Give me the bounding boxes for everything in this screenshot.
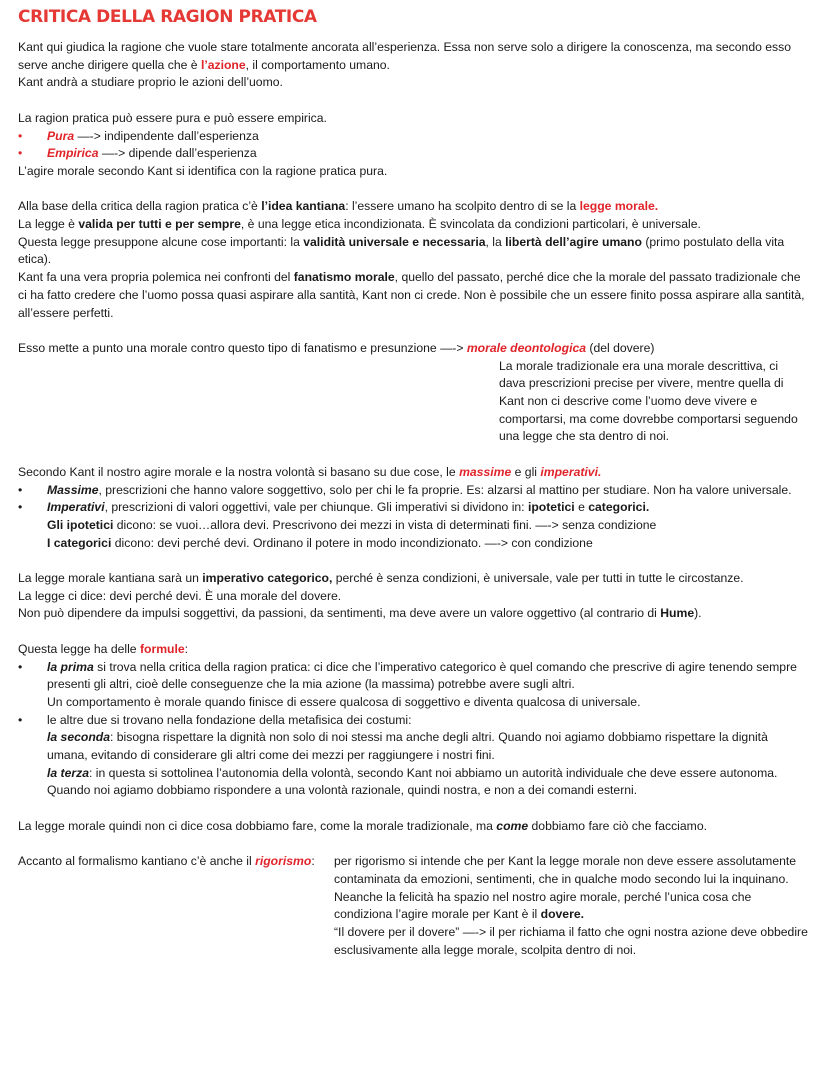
text: (primo postulato della vita etica). <box>18 234 785 267</box>
imperativo-categorico-paragraph <box>18 570 808 623</box>
text: Questa legge ha delle <box>18 641 140 656</box>
text: e <box>574 500 589 515</box>
rigorismo-label <box>18 853 334 959</box>
bullet-icon: • <box>18 128 23 143</box>
term-imperativi: Imperativi <box>47 500 105 515</box>
text: Non può dipendere da impulsi soggettivi, da passioni, da sentimenti, ma deve avere un valore oggettivo (al contrario di <box>18 606 661 621</box>
rigorismo-text <box>334 853 808 959</box>
deontologica-paragraph <box>18 340 808 358</box>
massime-imperativi-list <box>18 482 808 553</box>
ragion-pratica-outro: L’agire morale secondo Kant si identifica con la ragione pratica pura. <box>18 163 388 178</box>
intro-paragraph <box>18 39 808 74</box>
text: —-> indipendente dall’esperienza <box>74 128 259 143</box>
list-item <box>18 659 808 712</box>
highlight-imperativi: imperativi. <box>540 464 602 479</box>
text: ). <box>694 606 702 621</box>
text: Secondo Kant il nostro agire morale e la nostra volontà si basano su due cose, le <box>18 464 460 479</box>
highlight-legge-morale: legge morale. <box>579 199 659 214</box>
rigorismo-section <box>18 853 808 959</box>
text: : l’essere umano ha scolpito dentro di se la <box>345 199 580 214</box>
bold-hume: Hume <box>660 606 695 621</box>
text: “Il dovere per il dovere” —-> il per richiama il fatto che ogni nostra azione deve obbedire esclusivamente alla legge morale, scolpita dentro di noi. <box>334 925 808 957</box>
list-item <box>18 145 808 163</box>
bullet-icon: • <box>18 146 23 161</box>
text: perché è senza condizioni, è universale, vale per tutti in tutte le circostanze. <box>332 571 744 586</box>
formule-list <box>18 659 808 801</box>
text: e gli <box>511 464 541 479</box>
bold-dovere: dovere. <box>540 907 584 922</box>
bullet-icon: • <box>18 500 23 515</box>
term-la-prima: la prima <box>47 659 94 674</box>
text: , quello del passato, perché dice che la morale del passato tradizionale che ci ha fatto credere che l’uomo possa quasi aspirare alla santità, Kant non ci crede. Non è possibile che un essere finito possa aspirare alla santità, all’essere perfetti. <box>18 270 805 320</box>
deontologica-note: La morale tradizionale era una morale descrittiva, ci dava prescrizioni precise per vivere, mentre quella di Kant non ci descrive come l’uomo deve vivere e comportarsi, ma come dovrebbe comportarsi seguendo una legge che sta dentro di noi. <box>499 358 798 444</box>
text: Neanche la felicità ha spazio nel nostro agire morale, perché l’unica cosa che condiziona l’agire morale per Kant è il <box>334 889 752 922</box>
bold-gli-ipotetici: Gli ipotetici <box>47 517 114 532</box>
text: per rigorismo si intende che per Kant la legge morale non deve essere assolutamente contaminata da emozioni, sentimenti, che in qualche modo secondo lui la inquinano. <box>334 854 797 886</box>
list-item <box>18 712 808 801</box>
highlight-morale-deontologica: morale deontologica <box>466 340 587 355</box>
conclusion-paragraph <box>18 818 808 836</box>
legge-morale-paragraph <box>18 198 808 322</box>
bold-categorici: categorici. <box>588 500 650 515</box>
text: dicono: devi perché devi. Ordinano il potere in modo incondizionato. —-> con condizione <box>111 535 593 550</box>
highlight-rigorismo: rigorismo <box>255 854 312 869</box>
bold-fanatismo: fanatismo morale <box>293 270 395 285</box>
text: , prescrizioni che hanno valore soggettivo, solo per chi le fa proprie. Es: alzarsi al mattino per studiare. Non ha valore universale. <box>98 482 792 497</box>
text: Questa legge presuppone alcune cose importanti: la <box>18 234 304 249</box>
bullet-icon: • <box>18 659 23 674</box>
bold-i-categorici: I categorici <box>47 535 112 550</box>
term-la-seconda: la seconda <box>47 730 110 745</box>
list-item <box>18 482 808 500</box>
bold-ipotetici: ipotetici <box>527 500 575 515</box>
highlight-formule: formule <box>139 641 185 656</box>
formule-intro <box>18 641 808 659</box>
text: Accanto al formalismo kantiano c’è anche il <box>18 854 256 869</box>
page-title: CRITICA DELLA RAGION PRATICA <box>18 7 317 27</box>
text: Kant fa una vera propria polemica nei confronti del <box>18 270 294 285</box>
text: Alla base della critica della ragion pratica c’è <box>18 199 262 214</box>
text: —-> dipende dall’esperienza <box>98 146 257 161</box>
text: : <box>311 854 315 869</box>
text: Esso mette a punto una morale contro questo tipo di fanatismo e presunzione —-> <box>18 340 467 355</box>
bullet-icon: • <box>18 482 23 497</box>
pura-empirica-list <box>18 128 808 163</box>
list-item <box>18 128 808 146</box>
text: La legge è <box>18 217 79 231</box>
text: La legge morale kantiana sarà un <box>18 571 203 586</box>
document-page <box>18 6 808 959</box>
text: , è una legge etica incondizionata. È svincolata da condizioni particolari, è universale. <box>240 217 701 231</box>
text: , il comportamento umano. <box>245 57 390 72</box>
text: : in questa si sottolinea l’autonomia della volontà, secondo Kant noi abbiamo un autorità individuale che deve essere autonoma. Quando noi agiamo dobbiamo rispondere a una volontà razionale, quindi nostra, e non a dei comandi esterni. <box>47 765 778 798</box>
text: si trova nella critica della ragion pratica: ci dice che l’imperativo categorico è quel comando che prescrive di agire tenendo sempre presenti gli altri, cioè delle conseguenze che la mia azione (la massima) potrebbe avere sugli altri. <box>47 659 797 692</box>
term-empirica: Empirica <box>47 146 99 161</box>
text: Un comportamento è morale quando finisce di essere qualcosa di soggettivo e diventa qualcosa di universale. <box>47 694 641 709</box>
text: dicono: se vuoi…allora devi. Prescrivono dei mezzi in vista di determinati fini. —-> senza condizione <box>113 517 657 532</box>
text: le altre due si trovano nella fondazione della metafisica dei costumi: <box>47 712 412 727</box>
term-la-terza: la terza <box>47 765 90 780</box>
bullet-icon: • <box>18 712 23 727</box>
text: , la <box>485 234 506 249</box>
text: La legge ci dice: devi perché devi. È una morale del dovere. <box>18 588 342 603</box>
text: : bisogna rispettare la dignità non solo di noi stessi ma anche degli altri. Quando noi agiamo dobbiamo rispettare la dignità umana, evitando di considerare gli altri come dei mezzi per raggiungere i nostri fini. <box>47 730 768 763</box>
bold-idea-kantiana: l’idea kantiana <box>261 199 346 214</box>
list-item <box>18 499 808 552</box>
massime-imperativi-intro <box>18 464 808 482</box>
text: (del dovere) <box>586 340 655 355</box>
text: La legge morale quindi non ci dice cosa dobbiamo fare, come la morale tradizionale, ma <box>18 818 497 833</box>
text: Kant qui giudica la ragione che vuole stare totalmente ancorata all’esperienza. Essa non serve solo a dirigere la conoscenza, ma secondo esso serve anche dirigere quella che è <box>18 40 792 72</box>
term-pura: Pura <box>47 128 75 143</box>
bold-come: come <box>496 818 529 833</box>
text: , prescrizioni di valori oggettivi, vale per chiunque. Gli imperativi si dividono in: <box>104 500 528 515</box>
ragion-pratica-intro: La ragion pratica può essere pura e può essere empirica. <box>18 110 327 125</box>
text: dobbiamo fare ciò che facciamo. <box>528 818 707 833</box>
bold-validita: validità universale e necessaria <box>303 234 486 249</box>
bold-liberta: libertà dell’agire umano <box>505 234 642 249</box>
term-massime: Massime <box>47 482 99 497</box>
highlight-azione: l’azione <box>200 57 246 72</box>
bold-valida: valida per tutti e per sempre <box>78 217 241 231</box>
highlight-massime: massime <box>459 464 512 479</box>
text: : <box>184 641 189 656</box>
bold-imperativo-categorico: imperativo categorico, <box>202 571 333 586</box>
intro-line: Kant andrà a studiare proprio le azioni dell’uomo. <box>18 75 283 90</box>
